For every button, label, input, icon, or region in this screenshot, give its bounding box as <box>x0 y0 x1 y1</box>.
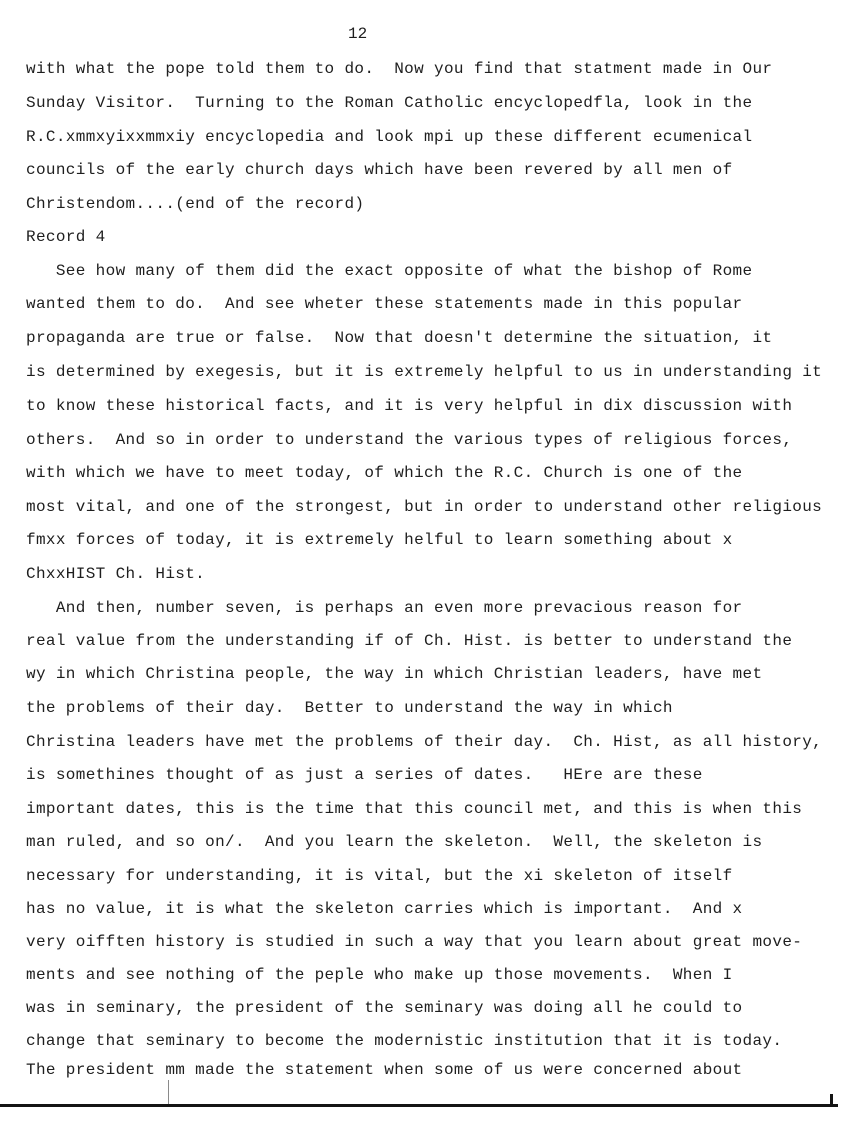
margin-tick <box>168 1080 169 1106</box>
text-line: change that seminary to become the modernistic institution that it is today. <box>26 1032 783 1050</box>
text-line: wy in which Christina people, the way in which Christian leaders, have met <box>26 665 763 683</box>
text-line: others. And so in order to understand the various types of religious forces, <box>26 431 793 449</box>
text-line: to know these historical facts, and it is very helpful in dix discussion with <box>26 397 793 415</box>
text-line: was in seminary, the president of the seminary was doing all he could to <box>26 999 743 1017</box>
text-line: with what the pope told them to do. Now you find that statment made in Our <box>26 60 773 78</box>
text-line: the problems of their day. Better to understand the way in which <box>26 699 673 717</box>
text-line: man ruled, and so on/. And you learn the skeleton. Well, the skeleton is <box>26 833 763 851</box>
text-line: Christendom....(end of the record) <box>26 195 365 213</box>
text-line: ments and see nothing of the peple who make up those movements. When I <box>26 966 733 984</box>
text-line: The president mm made the statement when some of us were concerned about <box>26 1061 743 1079</box>
text-line: has no value, it is what the skeleton carries which is important. And x <box>26 900 743 918</box>
text-line: is somethines thought of as just a series of dates. HEre are these <box>26 766 703 784</box>
text-line: wanted them to do. And see wheter these statements made in this popular <box>26 295 743 313</box>
text-line: real value from the understanding if of Ch. Hist. is better to understand the <box>26 632 793 650</box>
text-line: propaganda are true or false. Now that doesn't determine the situation, it <box>26 329 773 347</box>
text-line: very oifften history is studied in such a way that you learn about great move- <box>26 933 803 951</box>
record-heading: Record 4 <box>26 228 106 246</box>
text-line: most vital, and one of the strongest, but in order to understand other religious <box>26 498 823 516</box>
text-line: See how many of them did the exact opposite of what the bishop of Rome <box>26 262 753 280</box>
text-line: Sunday Visitor. Turning to the Roman Catholic encyclopedfla, look in the <box>26 94 753 112</box>
text-line: councils of the early church days which have been revered by all men of <box>26 161 733 179</box>
text-line: fmxx forces of today, it is extremely helful to learn something about x <box>26 531 733 549</box>
text-line: Christina leaders have met the problems of their day. Ch. Hist, as all history, <box>26 733 823 751</box>
text-line: with which we have to meet today, of which the R.C. Church is one of the <box>26 464 743 482</box>
bottom-rule-end <box>830 1094 833 1106</box>
text-line: necessary for understanding, it is vital, but the xi skeleton of itself <box>26 867 733 885</box>
page-number: 12 <box>348 25 368 43</box>
text-line: R.C.xmmxyixxmmxiy encyclopedia and look mpi up these different ecumenical <box>26 128 753 146</box>
text-line: And then, number seven, is perhaps an even more prevacious reason for <box>26 599 743 617</box>
text-line: ChxxHIST Ch. Hist. <box>26 565 206 583</box>
bottom-rule <box>0 1104 838 1107</box>
text-line: is determined by exegesis, but it is extremely helpful to us in understanding it <box>26 363 823 381</box>
text-line: important dates, this is the time that this council met, and this is when this <box>26 800 803 818</box>
